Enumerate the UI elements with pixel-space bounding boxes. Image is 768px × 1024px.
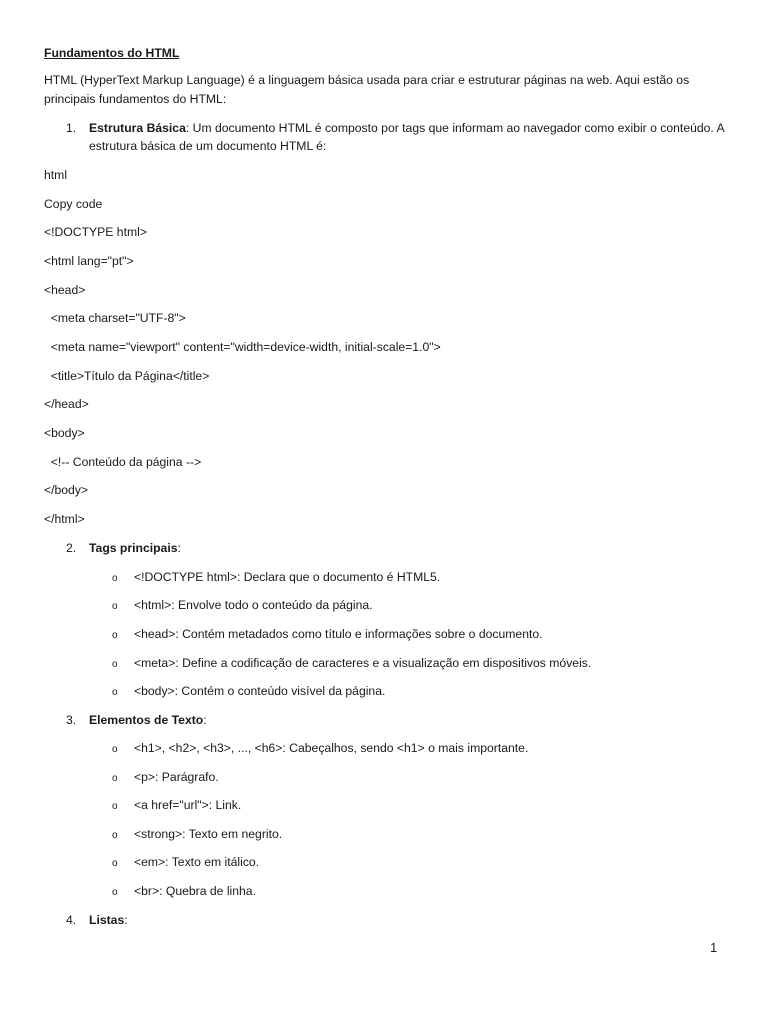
section-3-item [66, 711, 207, 730]
bullet-marker: o [112, 773, 118, 784]
section-2-item [66, 539, 181, 558]
code-line: html [44, 168, 68, 182]
list-item [112, 882, 256, 902]
list-item-text: <meta>: Define a codificação de caracteres e a visualização em dispositivos móveis. [134, 656, 592, 670]
list-item-text: <br>: Quebra de linha. [134, 884, 256, 898]
code-line: <!DOCTYPE html> [44, 225, 147, 239]
bullet-marker: o [112, 687, 118, 698]
list-item-text: <!DOCTYPE html>: Declara que o documento é HTML5. [134, 570, 441, 584]
list-item [112, 625, 543, 645]
section-3-heading: Elementos de Texto [89, 713, 204, 727]
intro-line-2: principais fundamentos do HTML: [44, 92, 227, 106]
list-item [112, 796, 241, 816]
list-item [112, 853, 259, 873]
bullet-marker: o [112, 744, 118, 755]
bullet-marker: o [112, 573, 118, 584]
section-2-colon: : [177, 541, 181, 555]
section-2-number: 2. [66, 541, 77, 555]
list-item-text: <strong>: Texto em negrito. [134, 827, 283, 841]
section-3-number: 3. [66, 713, 77, 727]
list-item-text: <h1>, <h2>, <h3>, ..., <h6>: Cabeçalhos, sendo <h1> o mais importante. [134, 741, 529, 755]
list-item-text: <body>: Contém o conteúdo visível da página. [134, 684, 386, 698]
section-1-item [66, 119, 725, 138]
code-line: <body> [44, 426, 85, 440]
list-item-text: <head>: Contém metadados como título e informações sobre o documento. [134, 627, 543, 641]
list-item [112, 825, 282, 845]
code-line: <meta name="viewport" content="width=device-width, initial-scale=1.0"> [44, 340, 441, 354]
section-4-item [66, 911, 128, 930]
intro-line-1: HTML (HyperText Markup Language) é a linguagem básica usada para criar e estruturar páginas na web. Aqui estão os [44, 73, 690, 87]
list-item-text: <p>: Parágrafo. [134, 770, 219, 784]
list-item-text: <em>: Texto em itálico. [134, 855, 260, 869]
section-4-number: 4. [66, 913, 77, 927]
bullet-marker: o [112, 830, 118, 841]
page-number: 1 [710, 940, 718, 955]
code-line: <title>Título da Página</title> [44, 369, 210, 383]
list-item [112, 682, 385, 702]
bullet-marker: o [112, 601, 118, 612]
section-1-number: 1. [66, 121, 77, 135]
code-line: <head> [44, 283, 86, 297]
list-item [112, 568, 440, 588]
code-line: <html lang="pt"> [44, 254, 134, 268]
section-2-heading: Tags principais [89, 541, 178, 555]
bullet-marker: o [112, 801, 118, 812]
code-line: </head> [44, 397, 89, 411]
section-3-colon: : [203, 713, 207, 727]
list-item-text: <a href="url">: Link. [134, 798, 242, 812]
code-line: <meta charset="UTF-8"> [44, 311, 186, 325]
code-line: </body> [44, 483, 89, 497]
list-item [112, 596, 373, 616]
list-item [112, 739, 528, 759]
document-title: Fundamentos do HTML [44, 46, 180, 60]
bullet-marker: o [112, 630, 118, 641]
code-line: </html> [44, 512, 85, 526]
section-1-text-continued: estrutura básica de um documento HTML é: [89, 139, 327, 153]
list-item [112, 654, 591, 674]
list-item-text: <html>: Envolve todo o conteúdo da página. [134, 598, 373, 612]
list-item [112, 768, 219, 788]
section-1-text: : Um documento HTML é composto por tags que informam ao navegador como exibir o conteúdo. A [185, 121, 725, 135]
code-line: Copy code [44, 197, 103, 211]
bullet-marker: o [112, 659, 118, 670]
section-1-heading: Estrutura Básica [89, 121, 186, 135]
section-4-colon: : [124, 913, 128, 927]
bullet-marker: o [112, 887, 118, 898]
code-line: <!-- Conteúdo da página --> [44, 455, 202, 469]
section-4-heading: Listas [89, 913, 125, 927]
bullet-marker: o [112, 858, 118, 869]
